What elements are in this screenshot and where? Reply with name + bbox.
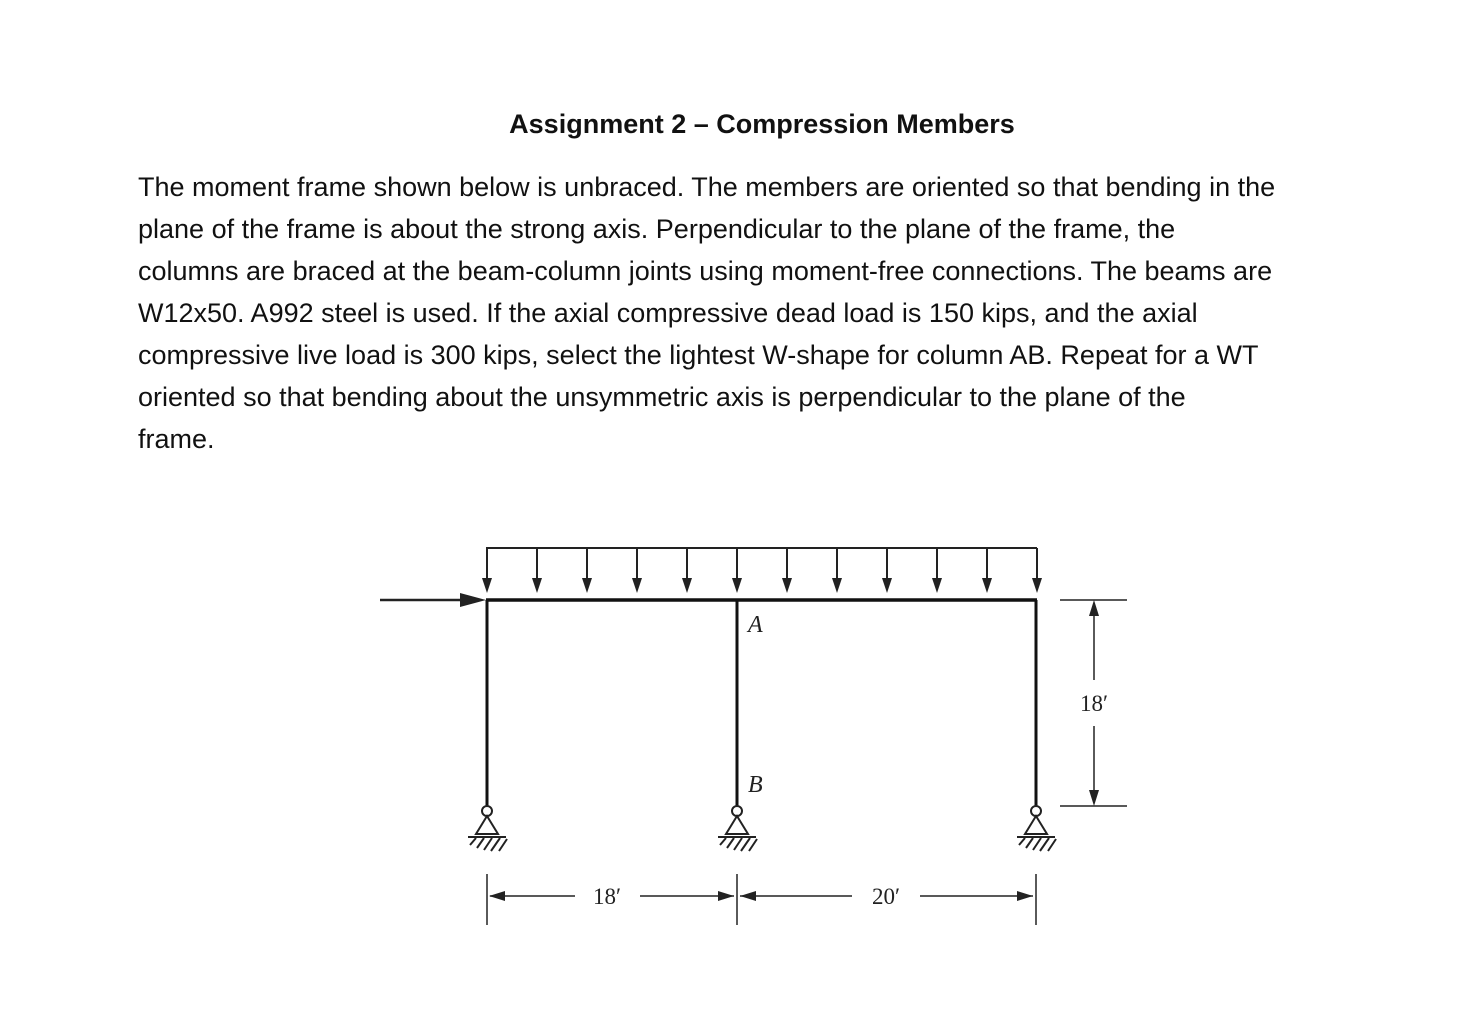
distributed-load-arrows [482,548,1042,593]
span-dimensions [487,874,1036,925]
span-right-label: 20′ [871,884,901,909]
pin-support-middle [718,806,757,851]
height-dimension-label: 18′ [1079,691,1109,716]
assignment-title: Assignment 2 – Compression Members [509,109,1015,139]
problem-line: W12x50. A992 steel is used. If the axial compressive dead load is 150 kips, and the axial [138,298,1198,328]
problem-line: compressive live load is 300 kips, select the lightest W-shape for column AB. Repeat for a WT [138,340,1259,370]
problem-line: frame. [138,424,215,454]
label-b: B [748,772,763,798]
problem-line: oriented so that bending about the unsymmetric axis is perpendicular to the plane of the [138,382,1186,412]
problem-line: plane of the frame is about the strong axis. Perpendicular to the plane of the frame, the [138,214,1176,244]
pin-support-right [1017,806,1056,851]
problem-line: columns are braced at the beam-column joints using moment-free connections. The beams are [138,256,1273,286]
span-left-label: 18′ [592,884,622,909]
pin-support-left [468,806,507,851]
problem-line: The moment frame shown below is unbraced. The members are oriented so that bending in the [138,172,1276,202]
label-a: A [748,612,763,638]
lateral-load-arrow [380,593,486,607]
